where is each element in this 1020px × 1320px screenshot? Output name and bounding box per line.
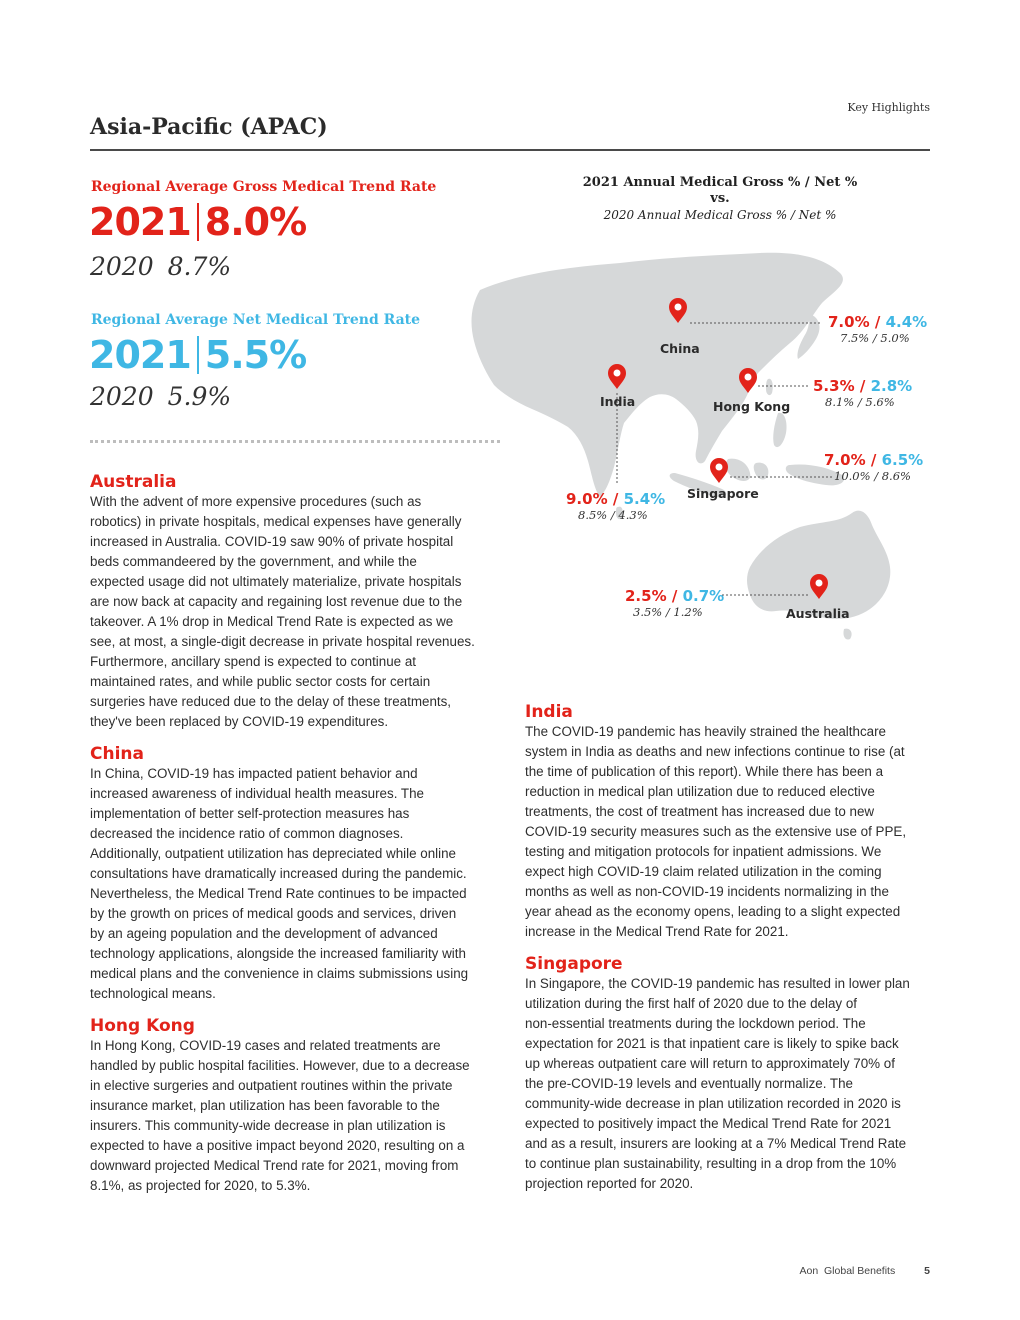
body-line: implementation of better self-protection measures has bbox=[90, 806, 410, 821]
body-line: insurance market, plan utilization has been favorable to the bbox=[90, 1098, 440, 1113]
gross-separator bbox=[197, 203, 199, 241]
china-2020-values: 7.5% / 5.0% bbox=[840, 331, 910, 345]
china-values bbox=[828, 313, 927, 345]
india-net-2021: 5.4% bbox=[623, 490, 666, 508]
singapore-gross-2021: 7.0% bbox=[824, 451, 866, 469]
body-line: maintained rates, and while public sector costs for certain bbox=[90, 674, 431, 689]
australia-net-2021: 0.7% bbox=[682, 587, 725, 605]
body-line: expect high COVID-19 claim related utilization in the coming bbox=[525, 864, 882, 879]
footer-publication: Global Benefits bbox=[824, 1265, 896, 1277]
body-line: see, at most, a single-digit decrease in private hospital revenues. bbox=[90, 634, 475, 649]
hongkong-2020-values: 8.1% / 5.6% bbox=[825, 395, 895, 409]
section-body bbox=[525, 974, 945, 1194]
body-line: 8.1%, as projected for 2020, to 5.3%. bbox=[90, 1178, 311, 1193]
body-line: testing and mitigation protocols for inpatient admissions. We bbox=[525, 844, 882, 859]
india-values bbox=[566, 490, 665, 522]
map-title-line-1: 2021 Annual Medical Gross % / Net % bbox=[582, 175, 858, 190]
body-line: non-essential treatments during the lockdown period. The bbox=[525, 1016, 866, 1031]
china-net-2021: 4.4% bbox=[885, 313, 928, 331]
section-china bbox=[90, 744, 510, 1004]
body-line: to continue plan sustainability, resulting in a drop from the 10% bbox=[525, 1156, 897, 1171]
gross-prev-year: 2020 bbox=[90, 252, 154, 281]
body-line: the time of publication of this report). While there has been a bbox=[525, 764, 884, 779]
footer-brand: Aon bbox=[799, 1265, 819, 1277]
body-line: Nevertheless, the Medical Trend Rate continues to be impacted bbox=[90, 886, 467, 901]
body-line: increase in the Medical Trend Rate for 2021. bbox=[525, 924, 789, 939]
body-line: expected usage did not ultimately materialize, private hospitals bbox=[90, 574, 462, 589]
body-line: in elective surgeries and outpatient routines within the private bbox=[90, 1078, 453, 1093]
section-body bbox=[90, 492, 510, 732]
singapore-net-2021: 6.5% bbox=[881, 451, 924, 469]
body-line: medical plans and the convenience in claims submissions using bbox=[90, 966, 469, 981]
hongkong-values bbox=[813, 377, 912, 409]
body-line: technology applications, alongside the increased familiarity with bbox=[90, 946, 466, 961]
section-heading: China bbox=[90, 744, 144, 764]
gross-current-year: 2021 bbox=[89, 200, 191, 244]
india-2020-values: 8.5% / 4.3% bbox=[578, 508, 648, 522]
body-line: surgeries have reduced due to the delay of these treatments, bbox=[90, 694, 452, 709]
section-india bbox=[525, 702, 945, 942]
net-trend-previous bbox=[90, 382, 231, 411]
australia-values bbox=[625, 587, 724, 619]
australia-2020-values: 3.5% / 1.2% bbox=[633, 605, 703, 619]
body-line: expected to have a positive impact beyond 2020, resulting on a bbox=[90, 1138, 465, 1153]
title-divider bbox=[90, 149, 930, 151]
body-line: decreased the incidence ratio of common diagnoses. bbox=[90, 826, 404, 841]
singapore-label: Singapore bbox=[687, 486, 759, 501]
singapore-2020-values: 10.0% / 8.6% bbox=[834, 469, 911, 483]
body-line: expected to positively impact the Medical Trend Rate for 2021 bbox=[525, 1116, 892, 1131]
body-line: insurers. This community-wide decrease in plan utilization is bbox=[90, 1118, 446, 1133]
net-trend-current bbox=[89, 333, 306, 377]
hongkong-label: Hong Kong bbox=[713, 399, 791, 414]
body-line: treatments, the cost of treatment has increased due to new bbox=[525, 804, 875, 819]
map-title bbox=[560, 175, 880, 223]
gross-prev-value: 8.7% bbox=[167, 252, 232, 281]
body-line: projection reported for 2020. bbox=[525, 1176, 694, 1191]
body-line: they've been replaced by COVID-19 expenditures. bbox=[90, 714, 389, 729]
india-slash: / bbox=[612, 490, 619, 508]
body-line: increased awareness of individual health measures. The bbox=[90, 786, 424, 801]
body-line: Furthermore, ancillary spend is expected to continue at bbox=[90, 654, 417, 669]
net-prev-value: 5.9% bbox=[167, 382, 232, 411]
section-singapore bbox=[525, 954, 945, 1194]
singapore-slash: / bbox=[870, 451, 877, 469]
section-body bbox=[90, 764, 510, 1004]
body-line: Additionally, outpatient utilization has depreciated while online bbox=[90, 846, 456, 861]
page-number: 5 bbox=[924, 1265, 930, 1277]
singapore-values bbox=[824, 451, 923, 483]
body-line: increased in Australia. COVID-19 saw 90% of private hospital bbox=[90, 534, 454, 549]
body-line: months as well as non-COVID-19 incidents normalizing in the bbox=[525, 884, 889, 899]
body-line: and as a result, insurers are looking at a 7% Medical Trend Rate bbox=[525, 1136, 907, 1151]
body-line: the pre-COVID-19 levels and eventually normalize. The bbox=[525, 1076, 853, 1091]
body-line: community-wide decrease in plan utilization recorded in 2020 is bbox=[525, 1096, 901, 1111]
body-line: are now back at capacity and regaining lost revenue due to the bbox=[90, 594, 463, 609]
australia-label: Australia bbox=[786, 606, 850, 621]
body-line: With the advent of more expensive procedures (such as bbox=[90, 494, 422, 509]
china-slash: / bbox=[874, 313, 881, 331]
body-line: takeover. A 1% drop in Medical Trend Rate is expected as we bbox=[90, 614, 454, 629]
section-heading: Hong Kong bbox=[90, 1016, 195, 1036]
body-line: handled by public hospital facilities. However, due to a decrease bbox=[90, 1058, 470, 1073]
section-body bbox=[90, 1036, 510, 1196]
page-title: Asia-Pacific (APAC) bbox=[90, 114, 328, 140]
gross-current-value: 8.0% bbox=[204, 200, 307, 244]
body-line: In Hong Kong, COVID-19 cases and related treatments are bbox=[90, 1038, 441, 1053]
china-label: China bbox=[660, 341, 700, 356]
body-line: by an ageing population and the development of advanced bbox=[90, 926, 438, 941]
section-hong-kong bbox=[90, 1016, 510, 1196]
body-line: by the growth on prices of medical goods and services, driven bbox=[90, 906, 457, 921]
body-line: system in India as deaths and new infections continue to rise (at bbox=[525, 744, 905, 759]
hongkong-gross-2021: 5.3% bbox=[813, 377, 855, 395]
hongkong-slash: / bbox=[859, 377, 866, 395]
net-current-value: 5.5% bbox=[204, 333, 307, 377]
net-trend-label: Regional Average Net Medical Trend Rate bbox=[91, 312, 421, 328]
map-title-line-3: 2020 Annual Medical Gross % / Net % bbox=[603, 208, 837, 222]
india-label: India bbox=[600, 394, 636, 409]
section-body bbox=[525, 722, 945, 942]
body-line: robotics) in private hospitals, medical expenses have generally bbox=[90, 514, 462, 529]
net-prev-year: 2020 bbox=[90, 382, 154, 411]
net-current-year: 2021 bbox=[89, 333, 191, 377]
body-line: beds commandeered by the government, and while the bbox=[90, 554, 417, 569]
gross-trend-current bbox=[89, 200, 306, 244]
page-footer bbox=[780, 1265, 930, 1277]
section-heading: Australia bbox=[90, 472, 177, 492]
map-title-line-2: vs. bbox=[710, 191, 730, 206]
australia-slash: / bbox=[671, 587, 678, 605]
hongkong-net-2021: 2.8% bbox=[870, 377, 913, 395]
body-line: utilization during the first half of 2020 due to the delay of bbox=[525, 996, 858, 1011]
section-australia bbox=[90, 472, 510, 732]
section-label: Key Highlights bbox=[847, 101, 930, 114]
body-line: The COVID-19 pandemic has heavily strained the healthcare bbox=[525, 724, 886, 739]
body-line: expectation for 2021 is that inpatient care is likely to spike back bbox=[525, 1036, 899, 1051]
body-line: reduction in medical plan utilization due to reduced elective bbox=[525, 784, 875, 799]
section-heading: Singapore bbox=[525, 954, 623, 974]
body-line: technological means. bbox=[90, 986, 216, 1001]
australia-gross-2021: 2.5% bbox=[625, 587, 667, 605]
india-gross-2021: 9.0% bbox=[566, 490, 608, 508]
china-gross-2021: 7.0% bbox=[828, 313, 870, 331]
body-line: downward projected Medical Trend rate for 2021, moving from bbox=[90, 1158, 459, 1173]
body-line: COVID-19 security measures such as the extensive use of PPE, bbox=[525, 824, 907, 839]
body-line: consultations have dramatically increased during the pandemic. bbox=[90, 866, 467, 881]
apac-map bbox=[460, 245, 930, 645]
net-separator bbox=[197, 336, 199, 374]
gross-trend-label: Regional Average Gross Medical Trend Rate bbox=[91, 179, 437, 195]
dotted-divider bbox=[90, 440, 500, 443]
body-line: up whereas outpatient care will return to approximately 70% of bbox=[525, 1056, 895, 1071]
body-line: In Singapore, the COVID-19 pandemic has resulted in lower plan bbox=[525, 976, 910, 991]
body-line: In China, COVID-19 has impacted patient behavior and bbox=[90, 766, 418, 781]
gross-trend-previous bbox=[90, 252, 231, 281]
singapore-pin-icon bbox=[710, 458, 728, 483]
section-heading: India bbox=[525, 702, 573, 722]
body-line: year ahead as the economy opens, leading to a slight expected bbox=[525, 904, 901, 919]
